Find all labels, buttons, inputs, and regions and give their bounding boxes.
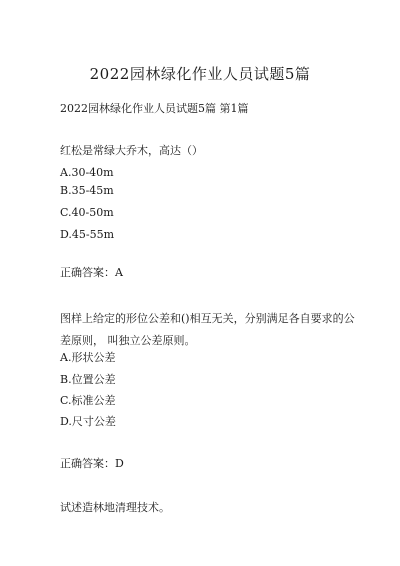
question-2-option-a: A.形状公差 — [60, 351, 116, 364]
question-3-stem: 试述造林地清理技术。 — [60, 501, 170, 514]
question-1-option-a: A.30-40m — [60, 166, 114, 179]
question-1-stem: 红松是常绿大乔木，高达（） — [60, 144, 203, 157]
question-1-option-b: B.35-45m — [60, 184, 114, 197]
question-2-option-d: D.尺寸公差 — [60, 415, 116, 428]
question-2-option-c: C.标准公差 — [60, 394, 116, 407]
document-subtitle: 2022园林绿化作业人员试题5篇 第1篇 — [60, 102, 249, 115]
question-1-option-d: D.45-55m — [60, 228, 115, 241]
question-2-option-b: B.位置公差 — [60, 373, 116, 386]
question-2-answer: 正确答案：D — [60, 457, 124, 470]
question-2-stem: 图样上给定的形位公差和()相互无关，分别满足各自要求的公差原则， 叫独立公差原则。 — [60, 312, 355, 347]
question-1-option-c: C.40-50m — [60, 206, 114, 219]
question-1-answer: 正确答案：A — [60, 266, 123, 279]
page-title: 2022园林绿化作业人员试题5篇 — [89, 65, 311, 83]
